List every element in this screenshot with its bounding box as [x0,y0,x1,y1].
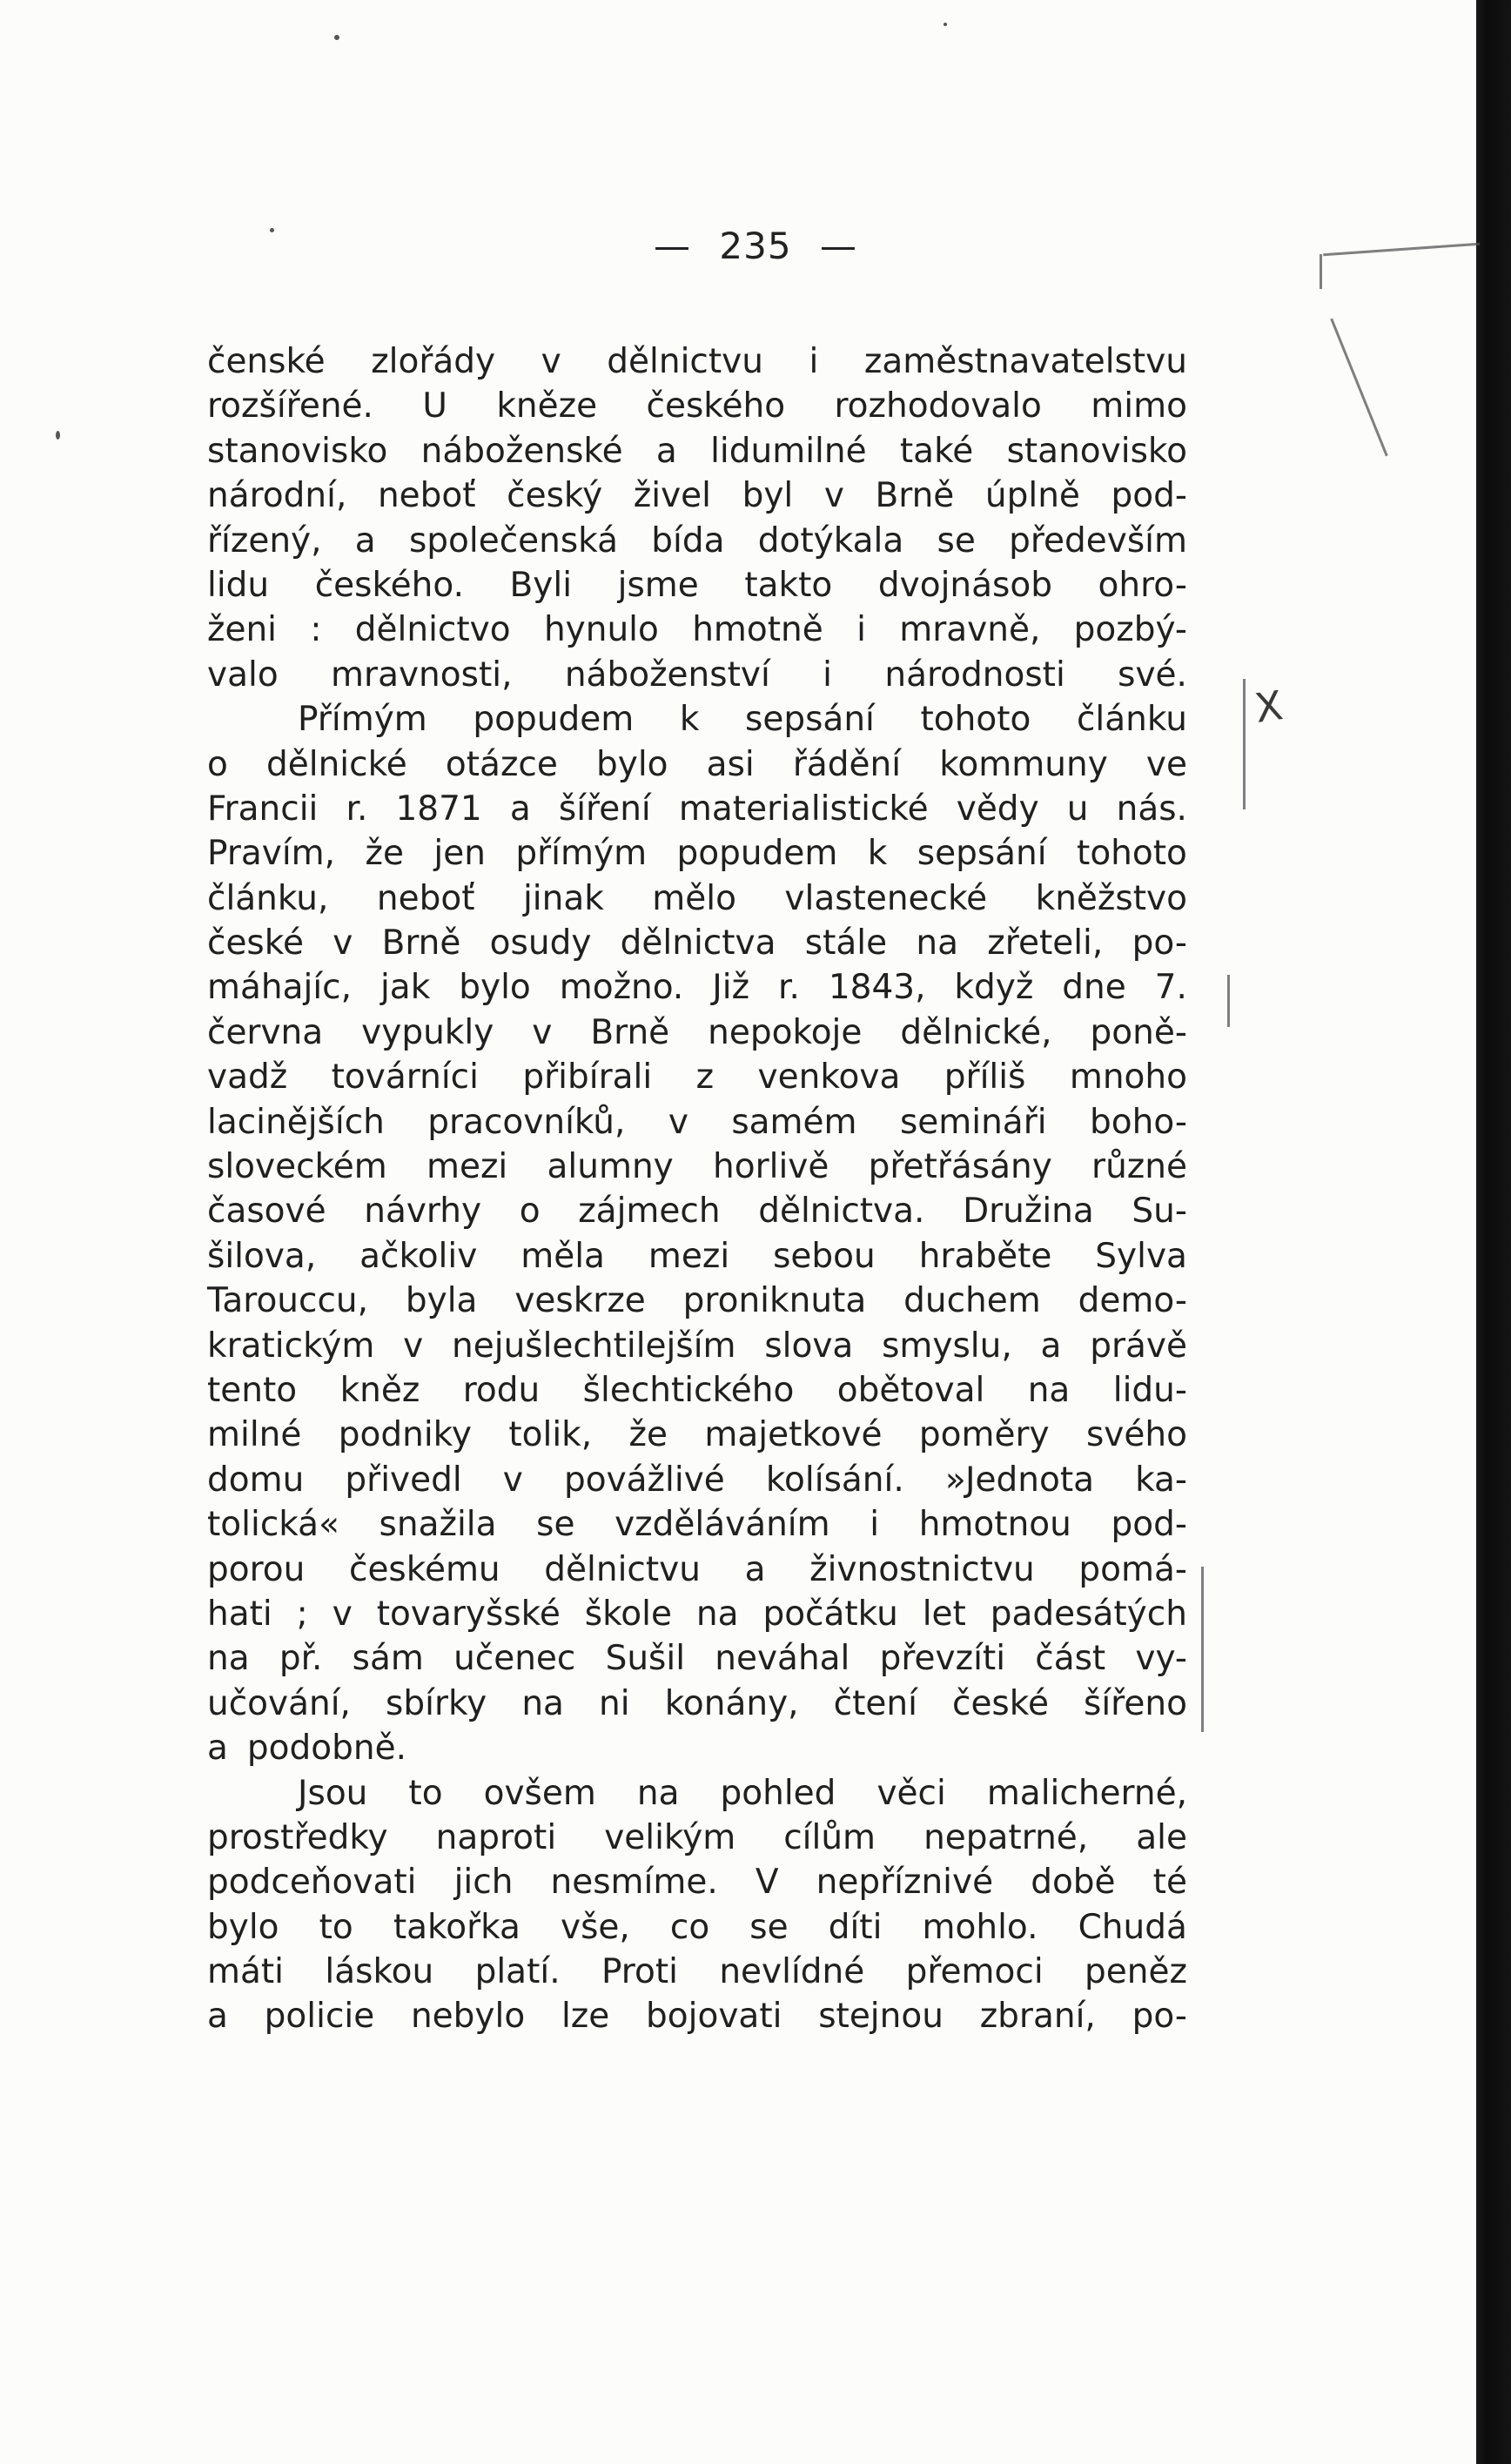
speck [944,23,947,26]
text-line: tento kněz rodu šlechtického obětoval na lidu- [207,1370,1187,1410]
text-line: lacinějších pracovníků, v samém semináři boho- [207,1102,1187,1142]
text-line: české v Brně osudy dělnictva stále na zřeteli, po- [207,923,1187,963]
text-line: Jsou to ovšem na pohled věci malicherné, [298,1773,1187,1813]
pencil-mark-bracket [1243,679,1246,809]
text-line: řízený, a společenská bída dotýkala se především [207,520,1187,561]
text-line: šilova, ačkoliv měla mezi sebou hraběte Sylva [207,1236,1187,1276]
text-line: máti láskou platí. Proti nevlídné přemoci peněz [207,1952,1187,1992]
pencil-margin-note: X [1252,681,1286,732]
text-line: Francii r. 1871 a šíření materialistické vědy u nás. [207,789,1187,829]
text-line: kratickým v nejušlechtilejším slova smyslu, a právě [207,1326,1187,1366]
text-line: sloveckém mezi alumny horlivě přetřásány různé [207,1147,1187,1187]
speck [56,431,60,440]
text-line: časové návrhy o zájmech dělnictva. Družina Su- [207,1192,1187,1232]
text-line: valo mravnosti, náboženství i národnosti své. [207,655,1187,695]
body-text [207,339,1187,2039]
pencil-mark-bracket-bottom [1201,1567,1204,1732]
text-line: hati ; v tovaryšské škole na počátku let padesátých [207,1594,1187,1634]
header-dash-right: — [819,225,857,267]
text-line: lidu českého. Byli jsme takto dvojnásob ohro- [207,565,1187,605]
header-dash-left: — [654,225,692,267]
text-line: milné podniky tolik, že majetkové poměry svého [207,1415,1187,1455]
text-line: Tarouccu, byla veskrze proniknuta duchem demo- [207,1281,1187,1321]
speck [270,228,274,232]
page-number: 235 [719,225,792,267]
text-line: a podobně. [207,1729,407,1769]
text-line: bylo to takořka vše, co se díti mohlo. Chudá [207,1907,1187,1947]
text-line: máhajíc, jak bylo možno. Již r. 1843, když dne 7. [207,968,1187,1008]
text-line: článku, neboť jinak mělo vlastenecké kněžstvo [207,878,1187,918]
text-line: porou českému dělnictvu a živnostnictvu pomá- [207,1549,1187,1589]
pencil-mark-top-tail [1320,254,1322,289]
text-line: ženi : dělnictvo hynulo hmotně i mravně, pozbý- [207,610,1187,650]
text-line: národní, neboť český živel byl v Brně úplně pod- [207,476,1187,516]
pencil-mark-bracket-lower [1227,975,1230,1027]
text-line: na př. sám učenec Sušil neváhal převzíti část vy- [207,1639,1187,1679]
text-line: června vypukly v Brně nepokoje dělnické, poně- [207,1012,1187,1052]
text-line: o dělnické otázce bylo asi řádění kommuny ve [207,744,1187,784]
text-line: podceňovati jich nesmíme. V nepříznivé době té [207,1863,1187,1903]
text-line: rozšířené. U kněze českého rozhodovalo mimo [207,386,1187,426]
text-line: učování, sbírky na ni konány, čtení české šířeno [207,1683,1187,1723]
text-line: vadž továrníci přibírali z venkova příliš mnoho [207,1057,1187,1098]
speck [334,35,339,40]
scan-edge-shadow [1476,0,1511,2464]
text-line: a policie nebylo lze bojovati stejnou zbraní, po- [207,1997,1187,2037]
text-line: čenské zlořády v dělnictvu i zaměstnavatelstvu [207,342,1187,381]
text-line: Pravím, že jen přímým popudem k sepsání tohoto [207,834,1187,874]
text-line: stanovisko náboženské a lidumilné také stanovisko [207,431,1187,471]
text-line: domu přivedl v povážlivé kolísání. »Jednota ka- [207,1460,1187,1500]
text-line: tolická« snažila se vzděláváním i hmotnou pod- [207,1505,1187,1545]
text-line: Přímým popudem k sepsání tohoto článku [298,700,1187,740]
text-line: prostředky naproti velikým cílům nepatrné, ale [207,1817,1187,1857]
page-header [0,225,1511,267]
